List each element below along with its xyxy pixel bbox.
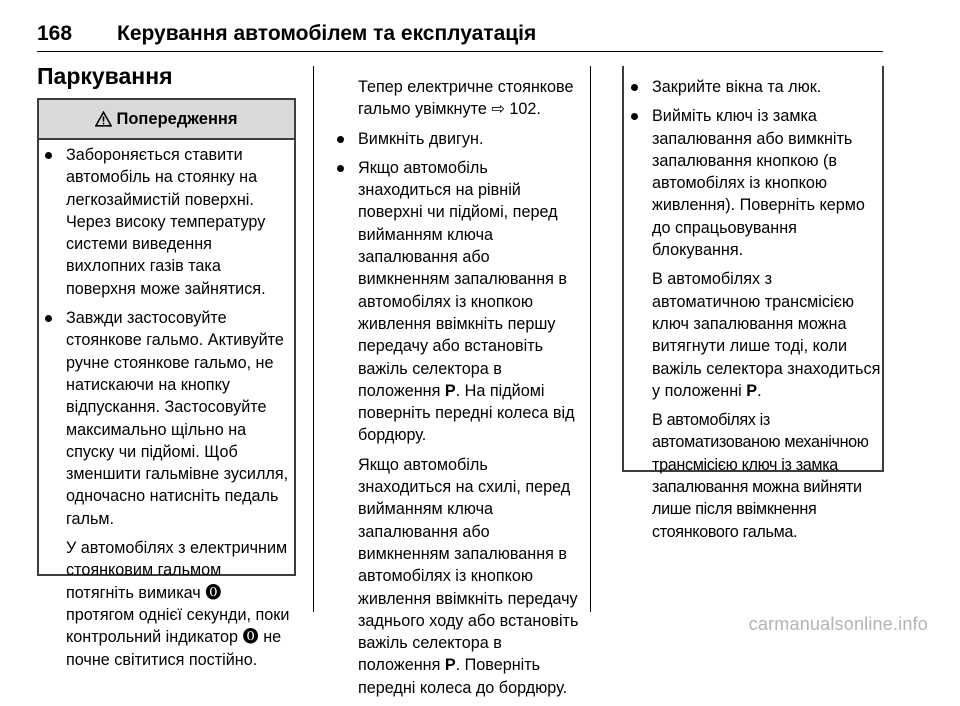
right-bullet-2: Вийміть ключ із замка запалювання або вимкніть запалювання кнопкою (в автомобілях із кнопкою живлення). Поверніть кермо до спрацьовування блокування.: [627, 105, 881, 261]
column-divider-2: [590, 66, 591, 612]
right-paragraph-2: В автомобілях із автоматизованою механічною трансмісією ключ із замка запалювання можна вийняти лише після ввімкнення стоянкового гальма.: [652, 411, 869, 541]
warning-header: [39, 100, 294, 140]
gear-position-p: P: [746, 381, 758, 400]
warning-content: [41, 144, 293, 678]
middle-bullet-1: Вимкніть двигун.: [333, 128, 585, 150]
parking-brake-indicator-icon: ⓿: [242, 628, 259, 647]
header-divider: [37, 51, 883, 52]
page-reference[interactable]: 102.: [509, 100, 541, 119]
warning-para-end: не почне світитися постійно.: [66, 628, 282, 669]
warning-para-start: У автомобілях з електричним стоянковим гальмом потягніть вимикач: [66, 539, 288, 602]
right-para-1-text: В автомобілях з автоматичною трансмісією ключ запалювання можна витягнути лише тоді, коли важіль селектора знаходиться у положенні: [652, 270, 881, 400]
right-paragraph-1: [627, 268, 881, 402]
parking-brake-icon: ⓿: [205, 583, 222, 602]
page-header: [37, 22, 883, 54]
page-number: 168: [37, 22, 73, 45]
chapter-title: Керування автомобілем та експлуатація: [117, 22, 537, 45]
gear-position-p: P: [444, 381, 456, 400]
warning-paragraph: [41, 537, 293, 671]
watermark: carmanualsonline.info: [748, 614, 928, 634]
warning-title: Попередження: [116, 109, 238, 128]
middle-paragraph: [333, 454, 585, 699]
middle-bullet-2-end: . На підйомі поверніть передні колеса від бордюру.: [358, 381, 575, 445]
middle-cont-text: Тепер електричне стоянкове гальмо увімкнуте: [358, 78, 574, 119]
middle-continued-text: [333, 76, 585, 121]
gear-position-p: P: [444, 656, 456, 675]
reference-arrow-icon: ⇨: [491, 100, 505, 119]
middle-bullet-2-text: Якщо автомобіль знаходиться на рівній поверхні чи підйомі, перед вийманням ключа запалювання або вимкненням запалювання в автомобілях із кнопкою живлення ввімкніть першу передачу або встановіть важіль селектора в положення: [358, 158, 568, 400]
warning-triangle-icon: [95, 111, 112, 127]
middle-bullet-2: [333, 157, 585, 447]
section-title: Паркування: [37, 63, 173, 89]
column-divider-1: [313, 66, 314, 612]
warning-bullet-2: Завжди застосовуйте стоянкове гальмо. Активуйте ручне стоянкове гальмо, не натискаючи на кнопку відпускання. Застосовуйте максимально щільно на спуску чи підйомі. Щоб зменшити гальмівне зусилля, одночасно натисніть педаль гальм.: [41, 307, 293, 530]
right-bullet-1: Закрийте вікна та люк.: [627, 76, 881, 98]
right-para-1-end: .: [757, 381, 762, 400]
middle-para-text: Якщо автомобіль знаходиться на схилі, перед вийманням ключа запалювання або вимкненням запалювання в автомобілях із кнопкою живлення ввімкніть передачу заднього ходу або встановіть важіль селектора в положення: [358, 455, 579, 675]
middle-column: [333, 76, 585, 706]
middle-para-end: . Поверніть передні колеса до бордюру.: [358, 656, 568, 697]
warning-bullet-1: Забороняється ставити автомобіль на стоянку на легкозаймистій поверхні. Через високу температуру системи виведення вихлопних газів така поверхня може зайнятися.: [41, 144, 293, 300]
right-column: [627, 76, 881, 550]
warning-para-mid: протягом однієї секунди, поки контрольний індикатор: [66, 605, 290, 647]
